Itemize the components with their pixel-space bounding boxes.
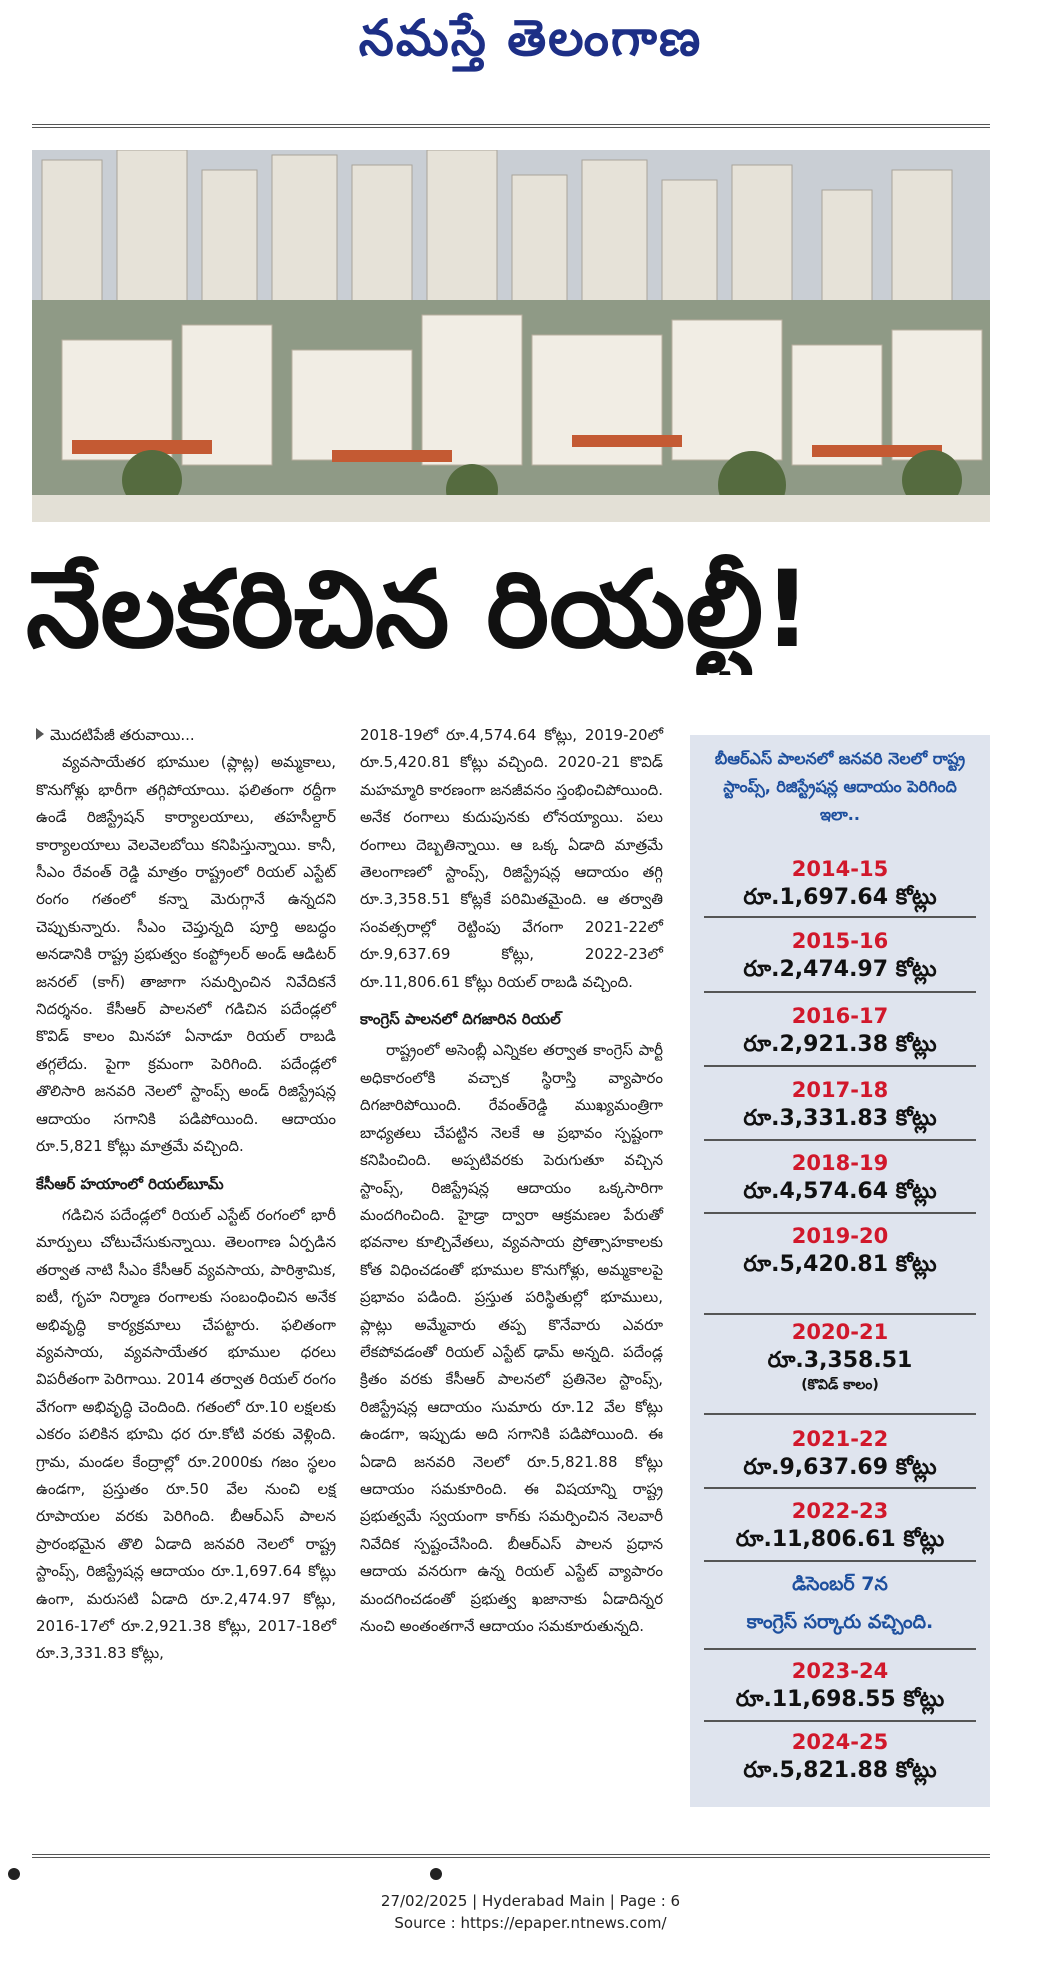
entry-amount: రూ.9,637.69 కోట్లు bbox=[743, 1455, 937, 1480]
subheading-kcr-era: కేసీఆర్ హయాంలో రియల్‌బూమ్ bbox=[36, 1174, 224, 1193]
entry-divider bbox=[704, 1648, 976, 1650]
entry-year: 2024-25 bbox=[791, 1730, 889, 1754]
corner-dot-icon bbox=[8, 1868, 20, 1880]
subheading-congress-rule: కాంగ్రెస్ పాలనలో దిగజారిన రియల్ bbox=[360, 1010, 561, 1029]
sidebar-entry bbox=[690, 1657, 990, 1715]
page-footer bbox=[0, 1890, 1061, 1934]
entry-amount: రూ.4,574.64 కోట్లు bbox=[743, 1179, 937, 1204]
sidebar-entry bbox=[690, 1497, 990, 1555]
entry-year: 2017-18 bbox=[791, 1078, 889, 1102]
entry-year: 2015-16 bbox=[791, 929, 889, 953]
sidebar-entry bbox=[690, 1149, 990, 1207]
sidebar-entry bbox=[690, 1076, 990, 1134]
entry-amount: రూ.5,420.81 కోట్లు bbox=[743, 1252, 937, 1277]
entry-divider bbox=[704, 1313, 976, 1315]
entry-divider bbox=[704, 1212, 976, 1214]
sidebar-entry bbox=[690, 1002, 990, 1060]
article-column-2 bbox=[360, 722, 663, 1640]
entry-amount: రూ.1,697.64 కోట్లు bbox=[743, 885, 937, 910]
sidebar-entry bbox=[690, 1318, 990, 1394]
entry-amount: రూ.3,358.51 bbox=[767, 1348, 913, 1373]
footer-edition: 27/02/2025 | Hyderabad Main | Page : 6 bbox=[380, 1892, 681, 1910]
entry-year: 2018-19 bbox=[791, 1151, 889, 1175]
arrow-icon bbox=[36, 728, 44, 740]
city-skyline-photo bbox=[32, 150, 990, 522]
article-paragraph: వ్యవసాయేతర భూముల (ప్లాట్ల) అమ్మకాలు, కొనుగోళ్లు భారీగా తగ్గిపోయాయి. ఫలితంగా రద్దీగా ఉండే రిజిస్ట్రేషన్ కార్యాలయాలు, తహసీల్దార్ కార్యాలయాలు వెలవెలబోయి కనిపిస్తున్నాయి. కానీ, సీఎం రేవంత్ రెడ్డి మాత్రం రాష్ట్రంలో రియల్ ఎస్టేట్ రంగం గతంలో కన్నా మెరుగ్గానే ఉన్నదని చెప్పుకున్నారు. సీఎం చెప్తున్నది పూర్తి అబద్ధం అనడానికి రాష్ట్ర ప్రభుత్వం కంప్ట్రోలర్ అండ్ ఆడిటర్ జనరల్ (కాగ్) తాజాగా సమర్పించిన నివేదికనే నిదర్శనం. కేసీఆర్ పాలనలో గడిచిన పదేండ్లలో కొవిడ్ కాలం మినహా ఏనాడూ రియల్ రాబడి తగ్గలేదు. పైగా క్రమంగా పెరిగింది. పదేండ్లలో తొలిసారి జనవరి నెలలో స్టాంప్స్ అండ్ రిజిస్ట్రేషన్ల ఆదాయం సగానికి పడిపోయింది. ఆదాయం రూ.5,821 కోట్లు మాత్రమే వచ్చింది. bbox=[36, 753, 336, 1156]
masthead-title: నమస్తే తెలంగాణ bbox=[358, 8, 703, 67]
sidebar-entry bbox=[690, 927, 990, 985]
entry-divider bbox=[704, 1487, 976, 1489]
article-paragraph: రాష్ట్రంలో అసెంబ్లీ ఎన్నికల తర్వాత కాంగ్రెస్ పార్టీ అధికారంలోకి వచ్చాక స్థిరాస్తి వ్యాపారం దిగజారిపోయింది. రేవంత్‌రెడ్డి ముఖ్యమంత్రిగా బాధ్యతలు చేపట్టిన నెలకే ఆ ప్రభావం స్పష్టంగా కనిపించింది. అప్పటివరకు పెరుగుతూ వచ్చిన స్టాంప్స్, రిజిస్ట్రేషన్ల ఆదాయం ఒక్కసారిగా మందగించింది. హైడ్రా ద్వారా ఆక్రమణల పేరుతో భవనాల కూల్చివేతలు, వ్యవసాయ ప్రోత్సాహకాలకు కోత విధించడంతో భూముల కొనుగోళ్లు, అమ్మకాలపై ప్రభావం పడింది. ప్రస్తుత పరిస్థితుల్లో భూములు, ప్లాట్లు అమ్మేవారు తప్ప కొనేవారు ఎవరూ లేకపోవడంతో రియల్ ఎస్టేట్ ఢామ్ అన్నది. పదేండ్ల క్రితం వరకు కేసీఆర్ పాలనలో ప్రతినెల స్టాంప్స్, రిజిస్ట్రేషన్ల ఆదాయం సుమారు రూ.12 వేల కోట్లు ఉండగా, ఇప్పుడు అది సగానికి పడిపోయింది. ఈ ఏడాది జనవరి నెలలో రూ.5,821.88 కోట్లు ఆదాయం సమకూరింది. ఈ విషయాన్ని రాష్ట్ర ప్రభుత్వమే స్వయంగా కాగ్‌కు సమర్పించిన నెలవారీ నివేదిక స్పష్టంచేసింది. బీఆర్ఎస్ పాలన ప్రధాన ఆదాయ వనరుగా ఉన్న రియల్ ఎస్టేట్ వ్యాపారం మందగించడంతో ప్రభుత్వ ఖజానాకు ఏడాదిన్నర నుంచి అంతంతగానే ఆదాయం సమకూరుతున్నది. bbox=[360, 1041, 663, 1635]
sidebar-intro: బీఆర్ఎస్ పాలనలో జనవరి నెలలో రాష్ట్ర స్టాంప్స్, రిజిస్ట్రేషన్ల ఆదాయం పెరిగింది ఇలా.. bbox=[714, 749, 966, 824]
skyline-illustration bbox=[32, 150, 990, 522]
entry-divider bbox=[704, 991, 976, 993]
entry-amount: రూ.2,921.38 కోట్లు bbox=[743, 1032, 937, 1057]
entry-year: 2022-23 bbox=[791, 1499, 889, 1523]
entry-year: 2021-22 bbox=[791, 1427, 889, 1451]
sidebar-entry bbox=[690, 1728, 990, 1786]
entry-divider bbox=[704, 916, 976, 918]
sidebar-entry bbox=[690, 1222, 990, 1280]
entry-amount: రూ.11,806.61 కోట్లు bbox=[735, 1527, 945, 1552]
entry-divider bbox=[704, 1065, 976, 1067]
entry-amount: రూ.11,698.55 కోట్లు bbox=[735, 1687, 945, 1712]
december-line-1: డిసెంబర్ 7న bbox=[792, 1573, 888, 1595]
sidebar-entry bbox=[690, 1425, 990, 1483]
entry-year: 2016-17 bbox=[791, 1004, 889, 1028]
entry-year: 2019-20 bbox=[791, 1224, 889, 1248]
sidebar-entry bbox=[690, 855, 990, 913]
entry-amount: రూ.2,474.97 కోట్లు bbox=[743, 957, 937, 982]
footer-source: Source : https://epaper.ntnews.com/ bbox=[394, 1914, 667, 1932]
entry-note: (కొవిడ్ కాలం) bbox=[801, 1377, 879, 1393]
december-line-2: కాంగ్రెస్ సర్కారు వచ్చింది. bbox=[746, 1611, 934, 1633]
entry-amount: రూ.5,821.88 కోట్లు bbox=[743, 1758, 937, 1783]
entry-year: 2020-21 bbox=[791, 1320, 889, 1344]
continuation-kicker bbox=[36, 722, 336, 749]
bottom-rule bbox=[32, 1854, 990, 1858]
kicker-text: మొదటిపేజీ తరువాయి... bbox=[50, 726, 195, 744]
top-rule bbox=[32, 124, 990, 128]
entry-amount: రూ.3,331.83 కోట్లు bbox=[743, 1106, 937, 1131]
entry-year: 2023-24 bbox=[791, 1659, 889, 1683]
headline: నేలకరిచిన రియల్టీ! bbox=[26, 548, 812, 671]
december-congress-note bbox=[690, 1565, 990, 1641]
article-paragraph: 2018-19లో రూ.4,574.64 కోట్లు, 2019-20లో రూ.5,420.81 కోట్లు వచ్చింది. 2020-21 కొవిడ్ మహమ్మారి కారణంగా జనజీవనం స్తంభించిపోయింది. అనేక రంగాలు కుదుపునకు లోనయ్యాయి. పలు రంగాలు దెబ్బతిన్నాయి. ఆ ఒక్క ఏడాది మాత్రమే తెలంగాణలో స్టాంప్స్, రిజిస్ట్రేషన్ల ఆదాయం తగ్గి రూ.3,358.51 కోట్లకే పరిమితమైంది. ఆ తర్వాతి సంవత్సరాల్లో రెట్టింపు వేగంగా 2021-22లో రూ.9,637.69 కోట్లు, 2022-23లో రూ.11,806.61 కోట్లు రియల్ రాబడి వచ్చింది. bbox=[360, 726, 663, 991]
entry-divider bbox=[704, 1139, 976, 1141]
entry-divider bbox=[704, 1413, 976, 1415]
entry-year: 2014-15 bbox=[791, 857, 889, 881]
article-column-1 bbox=[36, 722, 336, 1668]
revenue-sidebar bbox=[690, 735, 990, 1807]
center-dot-icon bbox=[430, 1868, 442, 1880]
entry-divider bbox=[704, 1720, 976, 1722]
article-paragraph: గడిచిన పదేండ్లలో రియల్ ఎస్టేట్ రంగంలో భారీ మార్పులు చోటుచేసుకున్నాయి. తెలంగాణ ఏర్పడిన తర్వాత నాటి సీఎం కేసీఆర్ వ్యవసాయ, పారిశ్రామిక, ఐటీ, గృహ నిర్మాణ రంగాలకు సంబంధించిన అనేక అభివృద్ధి కార్యక్రమాలు చేపట్టారు. ఫలితంగా వ్యవసాయ, వ్యవసాయేతర భూముల ధరలు విపరీతంగా పెరిగాయి. 2014 తర్వాత రియల్ రంగం వేగంగా అభివృద్ధి చెందింది. గతంలో రూ.10 లక్షలకు ఎకరం పలికిన భూమి ధర రూ.కోటి వరకు వెళ్లింది. గ్రామ, మండల కేంద్రాల్లో రూ.2000కు గజం స్థలం ఉండగా, ప్రస్తుతం రూ.50 వేల నుంచి లక్ష రూపాయల వరకు పెరిగింది. బీఆర్ఎస్ పాలన ప్రారంభమైన తొలి ఏడాది జనవరి నెలలో రాష్ట్ర స్టాంప్స్, రిజిస్ట్రేషన్ల ఆదాయం రూ.1,697.64 కోట్లు ఉంగా, మరుసటి ఏడాది రూ.2,474.97 కోట్లు, 2016-17లో రూ.2,921.38 కోట్లు, 2017-18లో రూ.3,331.83 కోట్లు, bbox=[36, 1205, 336, 1663]
entry-divider bbox=[704, 1560, 976, 1562]
